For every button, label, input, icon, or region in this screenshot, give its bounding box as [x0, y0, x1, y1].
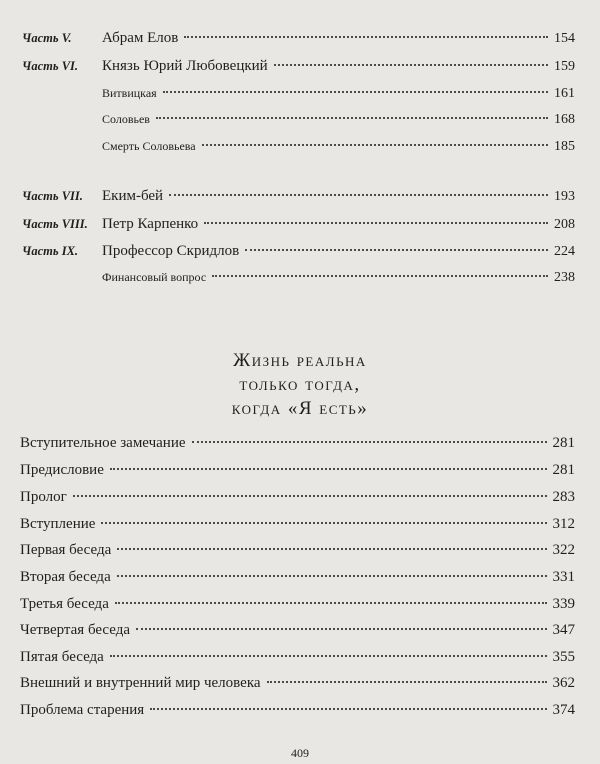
page-number: 224: [554, 244, 575, 259]
leader-dots: [202, 144, 548, 146]
page-number: 193: [554, 189, 575, 204]
toc-entry: [20, 489, 575, 506]
leader-dots: [204, 222, 548, 224]
page-number: 355: [552, 649, 575, 665]
page-number: 161: [554, 86, 575, 101]
page-number: 281: [552, 462, 575, 478]
leader-dots: [136, 628, 546, 630]
part-label: Часть VII.: [22, 189, 83, 203]
toc-entry: [20, 702, 575, 719]
sub-title: Смерть Соловьева: [102, 139, 196, 153]
leader-dots: [101, 522, 546, 524]
page-number: 347: [552, 622, 575, 638]
toc-part-row: [22, 243, 575, 260]
leader-dots: [169, 194, 548, 196]
toc-entry: [20, 622, 575, 639]
entry-title: Вступление: [20, 516, 96, 532]
entry-title: Вторая беседа: [20, 569, 111, 585]
leader-dots: [110, 468, 547, 470]
toc-entry: [20, 542, 575, 559]
part-label: Часть VI.: [22, 59, 79, 73]
leader-dots: [267, 681, 547, 683]
leader-dots: [274, 64, 548, 66]
toc-entry: [20, 462, 575, 479]
toc-sub-row: [102, 86, 575, 102]
leader-dots: [184, 36, 548, 38]
toc-entry: [20, 649, 575, 666]
toc-sub-row: [102, 270, 575, 286]
page-number: 283: [552, 489, 575, 505]
part-title: Петр Карпенко: [102, 216, 199, 232]
sub-title: Финансовый вопрос: [102, 270, 207, 284]
sub-title: Соловьев: [102, 112, 150, 126]
part-label: Часть V.: [22, 31, 72, 45]
page-number: 331: [552, 569, 575, 585]
section-heading-line: когда «Я есть»: [231, 398, 369, 419]
leader-dots: [73, 495, 547, 497]
leader-dots: [115, 602, 547, 604]
page-number: 362: [552, 675, 575, 691]
page-number: 374: [552, 702, 575, 718]
page-number: 312: [552, 516, 575, 532]
page-number: 168: [554, 112, 575, 127]
toc-sub-row: [102, 139, 575, 155]
leader-dots: [156, 117, 548, 119]
toc-entry: [20, 516, 575, 533]
leader-dots: [192, 441, 547, 443]
entry-title: Пятая беседа: [20, 649, 104, 665]
page-number: 322: [552, 542, 575, 558]
toc-part-row: [22, 216, 575, 233]
section-heading-line: Жизнь реальна: [233, 350, 367, 371]
page-number: 238: [554, 270, 575, 285]
leader-dots: [110, 655, 547, 657]
page-number: 159: [554, 59, 575, 74]
entry-title: Пролог: [20, 489, 67, 505]
sub-title: Витвицкая: [102, 86, 157, 100]
page-number: 339: [552, 596, 575, 612]
folio-page-number: 409: [291, 746, 309, 760]
toc-part-row: [22, 188, 575, 205]
toc-part-row: [22, 58, 575, 75]
toc-entry: [20, 596, 575, 613]
page-number: 154: [554, 31, 575, 46]
leader-dots: [212, 275, 548, 277]
part-title: Еким-бей: [102, 188, 164, 204]
toc-part-row: [22, 30, 575, 47]
entry-title: Четвертая беседа: [20, 622, 131, 638]
leader-dots: [245, 249, 548, 251]
page-number: 185: [554, 139, 575, 154]
part-title: Князь Юрий Любовецкий: [102, 58, 268, 74]
toc-sub-row: [102, 112, 575, 128]
leader-dots: [117, 548, 546, 550]
toc-entry: [20, 435, 575, 452]
entry-title: Вступительное замечание: [20, 435, 186, 451]
page-number: 281: [552, 435, 575, 451]
part-title: Профессор Скридлов: [102, 243, 240, 259]
section-heading-line: только тогда,: [239, 374, 361, 395]
part-title: Абрам Елов: [102, 30, 179, 46]
entry-title: Предисловие: [20, 462, 104, 478]
entry-title: Внешний и внутренний мир человека: [20, 675, 261, 691]
leader-dots: [117, 575, 547, 577]
leader-dots: [150, 708, 546, 710]
entry-title: Проблема старения: [20, 702, 145, 718]
entry-title: Первая беседа: [20, 542, 112, 558]
part-label: Часть VIII.: [22, 217, 88, 231]
toc-entry: [20, 675, 575, 692]
toc-entry: [20, 569, 575, 586]
part-label: Часть IX.: [22, 244, 79, 258]
page-number: 208: [554, 217, 575, 232]
leader-dots: [163, 91, 548, 93]
entry-title: Третья беседа: [20, 596, 109, 612]
